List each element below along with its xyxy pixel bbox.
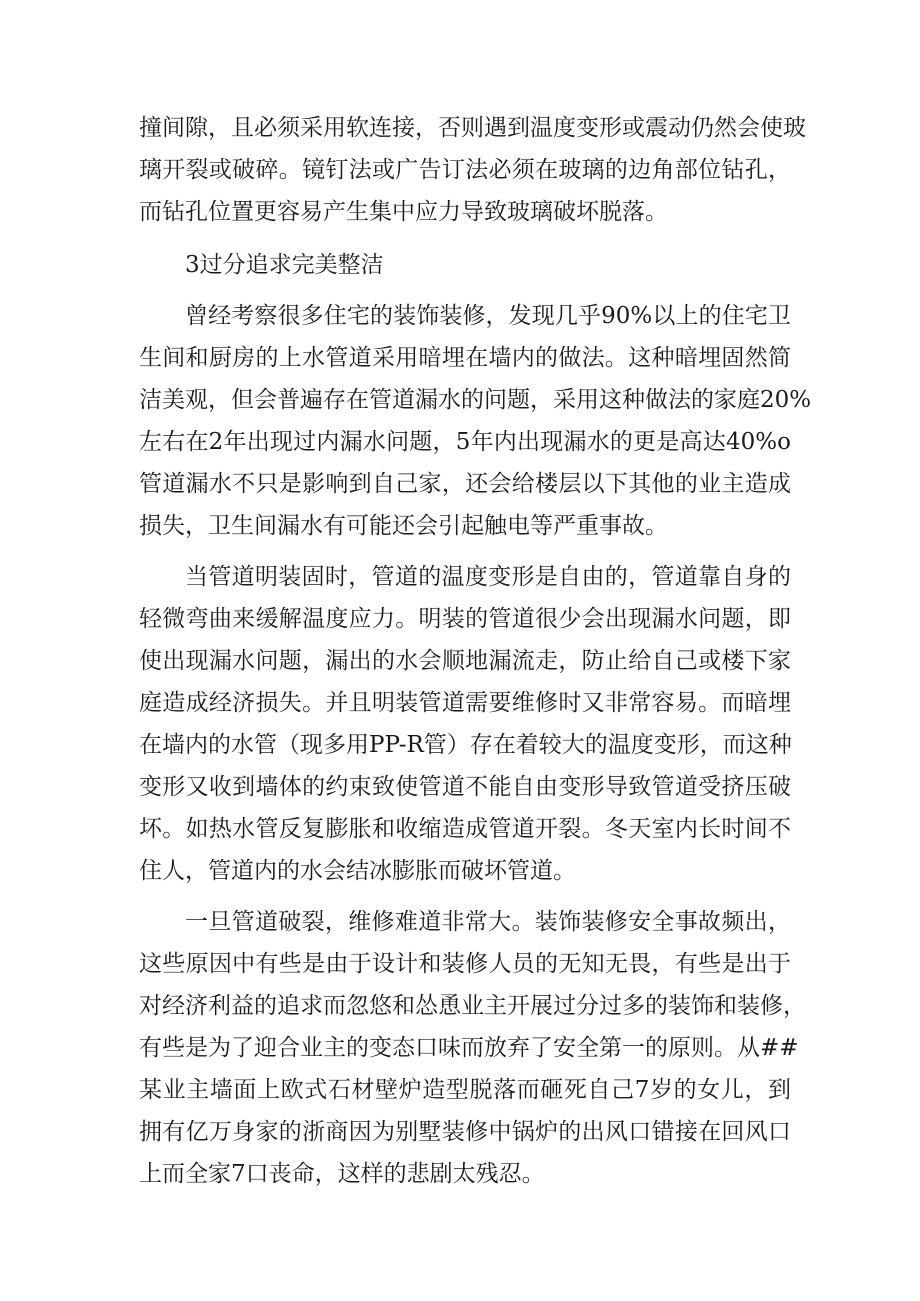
text-line: 对经济利益的追求而忽悠和怂恿业主开展过分过多的装饰和装修， <box>139 993 806 1019</box>
text-line: 住人，管道内的水会结冰膨胀而破坏管道。 <box>139 858 576 884</box>
text-line: 而钻孔位置更容易产生集中应力导致玻璃破坏脱落。 <box>139 199 668 225</box>
text-line: 管道漏水不只是影响到自己家，还会给楼层以下其他的业主造成 <box>139 471 791 497</box>
text-line: 变形又收到墙体的约束致使管道不能自由变形导致管道受挤压破 <box>139 774 791 800</box>
text-line: 这些原因中有些是由于设计和装修人员的无知无畏，有些是出于 <box>139 951 791 977</box>
text-line: 在墙内的水管（现多用PP-R管）存在着较大的温度变形，而这种 <box>139 732 792 758</box>
text-line: 生间和厨房的上水管道采用暗埋在墙内的做法。这种暗埋固然简 <box>139 345 791 371</box>
text-line: 轻微弯曲来缓解温度应力。明装的管道很少会出现漏水问题，即 <box>139 606 791 632</box>
text-line: 损失，卫生间漏水有可能还会引起触电等严重事故。 <box>139 513 668 539</box>
text-line: 上而全家7口丧命，这样的悲剧太残忍。 <box>139 1161 545 1187</box>
text-line: 庭造成经济损失。并且明装管道需要维修时又非常容易。而暗埋 <box>139 690 791 716</box>
text-line: 使出现漏水问题，漏出的水会顺地漏流走，防止给自己或楼下家 <box>139 648 791 674</box>
text-line: 洁美观，但会普遍存在管道漏水的问题，采用这种做法的家庭20% <box>139 387 812 413</box>
text-line: 坏。如热水管反复膨胀和收缩造成管道开裂。冬天室内长时间不 <box>139 816 791 842</box>
text-line: 撞间隙，且必须采用软连接，否则遇到温度变形或震动仍然会使玻 <box>139 115 806 141</box>
text-line: 拥有亿万身家的浙商因为别墅装修中锅炉的出风口错接在回风口 <box>139 1119 791 1145</box>
text-line: 有些是为了迎合业主的变态口味而放弃了安全第一的原则。从## <box>139 1035 799 1061</box>
text-line: 璃开裂或破碎。镜钉法或广告订法必须在玻璃的边角部位钻孔， <box>139 157 791 183</box>
text-line: 当管道明装固时，管道的温度变形是自由的，管道靠自身的 <box>185 564 791 590</box>
text-line: 一旦管道破裂，维修难道非常大。装饰装修安全事故频出， <box>185 909 791 935</box>
section-heading: 3过分追求完美整洁 <box>185 252 384 278</box>
text-line: 某业主墙面上欧式石材壁炉造型脱落而砸死自己7岁的女儿，到 <box>139 1077 791 1103</box>
text-line: 曾经考察很多住宅的装饰装修，发现几乎90%以上的住宅卫 <box>185 303 791 329</box>
text-line: 左右在2年出现过内漏水问题，5年内出现漏水的更是高达40%o <box>139 429 791 455</box>
